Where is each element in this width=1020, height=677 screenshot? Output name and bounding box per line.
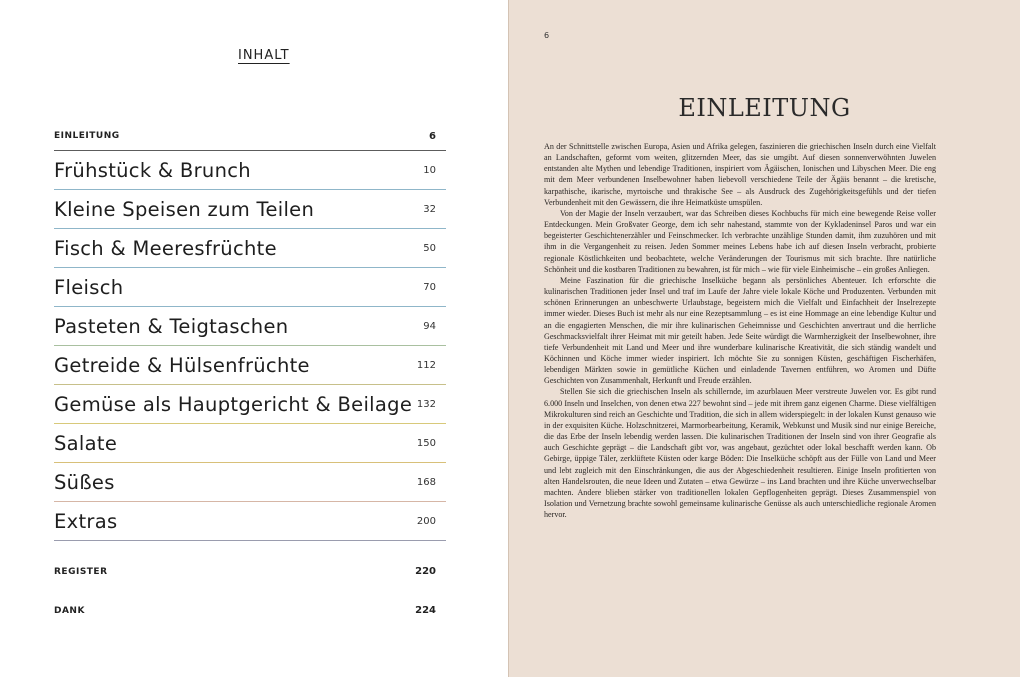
toc-entry[interactable] [54,502,446,541]
toc-entry[interactable] [54,229,446,268]
toc-entry-page: 132 [416,398,436,410]
toc-entry-label: Süßes [54,470,115,494]
toc-entry-label: Pasteten & Teigtaschen [54,314,289,338]
toc-entry-label: Fisch & Meeresfrüchte [54,236,277,260]
toc-entry-page: 150 [416,437,436,449]
paragraph: Meine Faszination für die griechische Inselküche begann als persönliches Abenteuer. Ich erforschte die kulinarischen Traditionen jeder Insel und traf im Laufe der Jahre viele lokale Köche und Produzenten. Verbunden mit schönen Erinnerungen an unbeschwerte Urlaubstage, begeistern mich die Vielfalt und Einfachheit der Inselrezepte immer wieder. Dieses Buch ist mehr als nur eine Rezeptsammlung – es ist eine Hommage an eine lebendige Kultur und an die engagierten Menschen, die mir ihre kulinarischen Geheimnisse und Geschichten anvertraut und die herrliche Geschmacksvielfalt ihrer Heimat mit mir geteilt haben. Jede Seite würdigt die Warmherzigkeit der Inselbewohner, ihre tiefe Verbundenheit mit Land und Meer und ihre wunderbare kulinarische Kreativität, die sich ständig wandelt und Köchinnen und Köche immer wieder inspiriert. Ich möchte Sie zu sonnigen Küsten, geschäftigen Fischerhäfen, lebendigen Märkten sowie in gemütliche Küchen und einladende Tavernen entführen, wo Aromen und Düfte Geschichten von Zusammenhalt, Herkunft und Freude erzählen. [544,275,936,386]
chapter-title: EINLEITUNG [678,94,851,123]
toc-entry[interactable] [54,385,446,424]
toc-entry-label: EINLEITUNG [54,131,120,141]
toc-entry-page: 70 [423,281,436,293]
toc-entry-label: Salate [54,431,118,455]
toc-entry[interactable] [54,583,446,622]
toc-entry-page: 94 [423,320,436,332]
body-text [544,141,936,520]
toc-entry-page: 224 [415,605,436,616]
toc-entry-page: 168 [416,476,436,488]
left-page [0,0,508,677]
toc-entry[interactable] [54,463,446,502]
right-page [508,0,1020,677]
toc-entry-page: 112 [416,359,436,371]
toc-entry[interactable] [54,424,446,463]
toc-title: INHALT [238,48,290,63]
toc-entry-page: 32 [423,203,436,215]
toc-entry-label: DANK [54,606,85,616]
toc-entry[interactable] [54,307,446,346]
toc-entry-label: Gemüse als Hauptgericht & Beilage [54,392,413,416]
paragraph: Stellen Sie sich die griechischen Inseln als schillernde, im azurblauen Meer verstreute Juwelen vor. Es gibt rund 6.000 Inseln und Inselchen, von denen etwa 227 bewohnt sind – jede mit ihrem ganz eigenen Charme. Diese vielfältigen Mikrokulturen sind reich an Geschichte und Tradition, die sich in allem widerspiegelt: in der lokalen Kunst genauso wie in der exquisiten Küche. Holzschnitzerei, Marmorbearbeitung, Keramik, Webkunst und Musik sind nur einige Bereiche, die das Erbe der Inseln lebendig werden lassen. Die kulinarischen Traditionen der Inseln sind von ihrer Geografie als auch Geschichte geprägt – die Landschaft gibt vor, was angebaut, gezüchtet oder lokal beschafft werden kann. Ob Gebirge, üppige Täler, zerklüftete Küsten oder karge Böden: Die Inselküche schöpft aus der Fülle von Land und Meer und lebt zugleich mit den Einschränkungen, die aus der Abgeschiedenheit resultieren. Einige Inseln profitierten von alten Handelsrouten, die neue Ideen und Zutaten – etwa Gewürze – ins Land brachten und ihre Küche unverwechselbar machten. Andere blieben stärker von traditionellen lokalen Gepflogenheiten geprägt. Dieses Zusammenspiel von Isolation und Vernetzung brachte sowohl gemeinsame kulinarische Genüsse als auch unterschiedliche regionale Aromen hervor. [544,387,936,520]
toc-entry[interactable] [54,268,446,307]
table-of-contents [54,122,446,622]
toc-entry-label: Kleine Speisen zum Teilen [54,197,315,221]
toc-entry[interactable] [54,151,446,190]
toc-entry[interactable] [54,541,446,583]
toc-entry-label: Fleisch [54,275,124,299]
toc-entry-page: 6 [429,130,436,142]
paragraph: Von der Magie der Inseln verzaubert, war das Schreiben dieses Kochbuchs für mich eine bewegende Reise voller Entdeckungen. Mein Großvater George, dem ich sehr nahestand, stammte von der Kykladeninsel Paros und war ein begeisterter Geschichtenerzähler und Feinschmecker. Ich verbrachte unzählige Stunden damit, ihm zuzuhören und mit ihm in die Vergangenheit zu reisen. Jeden Sommer meines Lebens habe ich auf diesen Inseln verbracht, probierte regionale Köstlichkeiten und beobachtete, welche Veränderungen der Tourismus mit sich brachte. Ihre natürliche Schönheit und die kostbaren Traditionen zu bewahren, ist für mich – wie für viele Einheimische – ein großes Anliegen. [544,208,936,274]
toc-entry-page: 220 [415,566,436,577]
toc-entry-page: 50 [423,242,436,254]
toc-entry-page: 200 [416,515,436,527]
toc-entry-page: 10 [423,164,436,176]
paragraph: An der Schnittstelle zwischen Europa, Asien und Afrika gelegen, faszinieren die griechischen Inseln durch eine Vielfalt an Landschaften, geformt vom weiten, glitzernden Meer, das sie umgibt. Auf diesen sonnenverwöhnten Juwelen entstanden alte Mythen und lebendige Traditionen, inspiriert vom Ägäischen, Ionischen und Libyschen Meer. Die eng mit dem Meer verbundenen Inselbewohner haben liebevoll verschiedene Teile der Ägäis benannt – die kretische, karpathische, ikarische, myrtoische und thrakische See – als Ausdruck des Zugehörigkeitsgefühls und der tiefen Verbundenheit mit den Gewässern, die ihre Heimatküste umspülen. [544,142,936,207]
toc-entry[interactable] [54,122,446,151]
page-number: 6 [544,31,550,40]
toc-entry[interactable] [54,346,446,385]
toc-entry-label: REGISTER [54,567,108,577]
toc-entry-label: Extras [54,509,118,533]
toc-entry-label: Frühstück & Brunch [54,158,251,182]
toc-entry-label: Getreide & Hülsenfrüchte [54,353,310,377]
toc-entry[interactable] [54,190,446,229]
